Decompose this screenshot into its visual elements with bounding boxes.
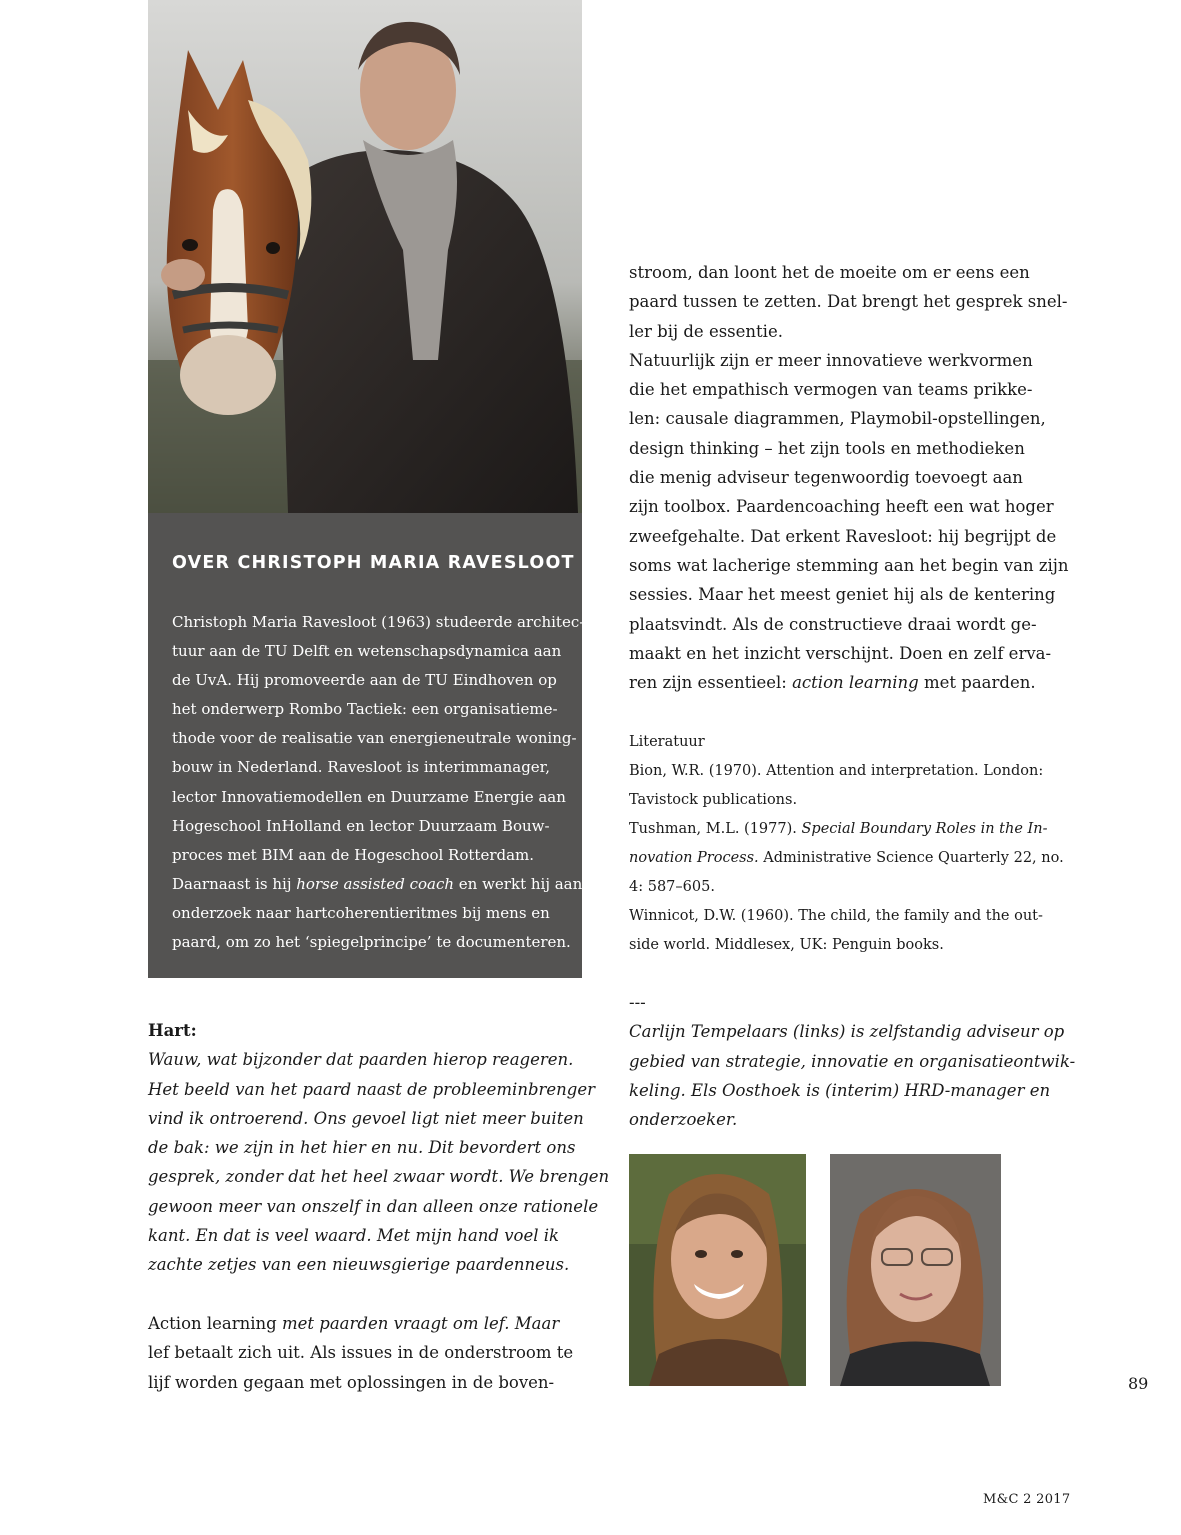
bio-text xyxy=(172,608,585,957)
paragraph-line xyxy=(629,463,1069,492)
paragraph-line xyxy=(629,404,1069,433)
quote-line: Wauw, wat bijzonder dat paarden hierop reageren. xyxy=(148,1050,574,1070)
text-segment: Daarnaast is hij xyxy=(172,874,297,893)
text-segment: ler bij de essentie. xyxy=(629,321,783,341)
text-segment: zweefgehalte. Dat erkent Ravesloot: hij begrijpt de xyxy=(629,526,1057,546)
literature-line xyxy=(629,757,1069,786)
text-segment: tuur aan de TU Delft en wetenschapsdynamica aan xyxy=(172,642,562,661)
italic-text: horse assisted coach xyxy=(296,874,455,893)
photo-els-oosthoek xyxy=(830,1154,1001,1386)
bio-line xyxy=(172,928,572,957)
spacer xyxy=(148,1280,588,1309)
paragraph-line xyxy=(629,492,1069,521)
text-segment: die het empathisch vermogen van teams prikke- xyxy=(629,380,1033,400)
bio-line xyxy=(172,753,572,782)
paragraph-line xyxy=(629,580,1069,609)
paragraph-line xyxy=(148,1309,588,1338)
paragraph-line xyxy=(148,1338,588,1367)
text-segment: met paarden. xyxy=(918,673,1036,693)
literature-section xyxy=(629,728,1069,960)
paragraph-line xyxy=(629,317,1069,346)
text-segment: len: causale diagrammen, Playmobil-opstellingen, xyxy=(629,409,1046,429)
text-segment: bouw in Nederland. Ravesloot is interimmanager, xyxy=(172,758,550,777)
author-bio-box xyxy=(148,513,585,978)
separator: --- xyxy=(629,993,646,1012)
literature-line xyxy=(629,815,1069,844)
right-column-text xyxy=(629,258,1069,697)
text-segment: lector Innovatiemodellen en Duurzame Energie aan xyxy=(172,787,566,806)
text-segment: en werkt hij aan xyxy=(454,874,583,893)
text-segment: Christoph Maria Ravesloot (1963) studeerde architec- xyxy=(172,613,585,631)
italic-text: action learning xyxy=(792,673,919,693)
text-segment: Bion, W.R. (1970). Attention and interpretation. London: xyxy=(629,763,1044,779)
italic-text: novation Process. xyxy=(629,850,759,866)
bio-line xyxy=(172,841,572,870)
text-segment: zijn toolbox. Paardencoaching heeft een wat hoger xyxy=(629,497,1054,517)
bio-heading: OVER CHRISTOPH MARIA RAVESLOOT xyxy=(172,553,575,573)
quote-line: Het beeld van het paard naast de probleeminbrenger xyxy=(148,1079,596,1099)
author-line: keling. Els Oosthoek is (interim) HRD-manager en xyxy=(629,1080,1051,1100)
text-segment: stroom, dan loont het de moeite om er eens een xyxy=(629,263,1030,282)
text-segment: Tushman, M.L. (1977). xyxy=(629,821,802,837)
paragraph-line xyxy=(629,346,1069,375)
paragraph-line xyxy=(629,639,1069,668)
bio-line xyxy=(172,899,572,928)
paragraph-line xyxy=(148,1368,588,1397)
man-with-horse-illustration xyxy=(148,0,582,513)
left-column-text xyxy=(148,1016,610,1397)
paragraph-line xyxy=(629,375,1069,404)
text-segment: lijf worden gegaan met oplossingen in de boven- xyxy=(148,1372,555,1392)
portrait-woman-2 xyxy=(830,1154,1001,1386)
literature-line xyxy=(629,902,1069,931)
quote-line: de bak: we zijn in het hier en nu. Dit bevordert ons xyxy=(148,1138,576,1158)
text-segment: proces met BIM aan de Hogeschool Rotterdam. xyxy=(172,845,535,864)
bio-line xyxy=(172,783,572,812)
author-line: onderzoeker. xyxy=(629,1110,738,1130)
text-segment: side world. Middlesex, UK: Penguin books. xyxy=(629,937,944,953)
text-segment: sessies. Maar het meest geniet hij als de kentering xyxy=(629,585,1056,605)
literature-line xyxy=(629,873,1069,902)
left-paragraph xyxy=(148,1309,588,1397)
quote-line: vind ik ontroerend. Ons gevoel ligt niet meer buiten xyxy=(148,1108,584,1128)
text-segment: ren zijn essentieel: xyxy=(629,673,793,693)
literature-title: Literatuur xyxy=(629,734,705,750)
bio-line xyxy=(172,608,585,637)
text-segment: soms wat lacherige stemming aan het begin van zijn xyxy=(629,555,1069,575)
bio-line xyxy=(172,870,583,899)
text-segment: onderzoek naar hartcoherentieritmes bij mens en xyxy=(172,903,550,922)
paragraph-line xyxy=(629,258,1069,287)
text-segment: Action learning xyxy=(148,1313,277,1333)
paragraph-line xyxy=(629,551,1069,580)
bio-line xyxy=(172,812,572,841)
photo-carlijn-tempelaars xyxy=(629,1154,806,1386)
hart-label: Hart: xyxy=(148,1021,197,1040)
text-segment: paard, om zo het ‘spiegelprincipe’ te documenteren. xyxy=(172,933,571,952)
quote-line: zachte zetjes van een nieuwsgierige paardenneus. xyxy=(148,1255,570,1275)
bio-line xyxy=(172,695,572,724)
page-number: 89 xyxy=(1128,1374,1149,1393)
paragraph-line xyxy=(629,610,1069,639)
italic-text: met paarden vraagt om lef. Maar xyxy=(276,1313,560,1333)
text-segment: die menig adviseur tegenwoordig toevoegt aan xyxy=(629,468,1023,488)
paragraph-line xyxy=(629,668,1069,697)
text-segment: Winnicot, D.W. (1960). The child, the family and the out- xyxy=(629,908,1043,924)
text-segment: Natuurlijk zijn er meer innovatieve werkvormen xyxy=(629,350,1033,370)
paragraph-line xyxy=(629,522,1069,551)
text-segment: design thinking – het zijn tools en methodieken xyxy=(629,438,1025,458)
portrait-woman-1 xyxy=(629,1154,806,1386)
paragraph-line xyxy=(629,434,1069,463)
text-segment: paard tussen te zetten. Dat brengt het gesprek snel- xyxy=(629,292,1068,312)
quote-line: kant. En dat is veel waard. Met mijn hand voel ik xyxy=(148,1226,560,1246)
text-segment: 4: 587–605. xyxy=(629,879,715,895)
hart-quote xyxy=(148,1045,610,1279)
hero-photo xyxy=(148,0,582,513)
text-segment: Tavistock publications. xyxy=(629,792,798,808)
bio-line xyxy=(172,724,577,753)
author-line: Carlijn Tempelaars (links) is zelfstandig adviseur op xyxy=(629,1022,1065,1042)
text-segment: Hogeschool InHolland en lector Duurzaam Bouw- xyxy=(172,816,550,835)
literature-list xyxy=(629,757,1069,960)
bio-line xyxy=(172,666,572,695)
quote-line: gewoon meer van onszelf in dan alleen onze rationele xyxy=(148,1196,599,1216)
text-segment: de UvA. Hij promoveerde aan de TU Eindhoven op xyxy=(172,671,557,690)
text-segment: plaatsvindt. Als de constructieve draai wordt ge- xyxy=(629,614,1037,634)
author-line: gebied van strategie, innovatie en organisatieontwik- xyxy=(629,1051,1076,1071)
literature-line xyxy=(629,844,1069,873)
paragraph-line xyxy=(629,287,1069,316)
literature-line xyxy=(629,786,1069,815)
quote-line: gesprek, zonder dat het heel zwaar wordt. We brengen xyxy=(148,1167,610,1187)
author-description xyxy=(629,1017,1076,1134)
literature-line xyxy=(629,931,1069,960)
text-segment: thode voor de realisatie van energieneutrale woning- xyxy=(172,729,577,748)
italic-text: Special Boundary Roles in the In- xyxy=(801,821,1048,837)
text-segment: Administrative Science Quarterly 22, no. xyxy=(758,850,1064,866)
bio-line xyxy=(172,637,572,666)
text-segment: maakt en het inzicht verschijnt. Doen en zelf erva- xyxy=(629,643,1052,663)
author-note xyxy=(629,988,1076,1134)
text-segment: lef betaalt zich uit. Als issues in de onderstroom te xyxy=(148,1343,574,1363)
footer-issue: M&C 2 2017 xyxy=(983,1492,1071,1507)
text-segment: het onderwerp Rombo Tactiek: een organisatieme- xyxy=(172,700,558,719)
